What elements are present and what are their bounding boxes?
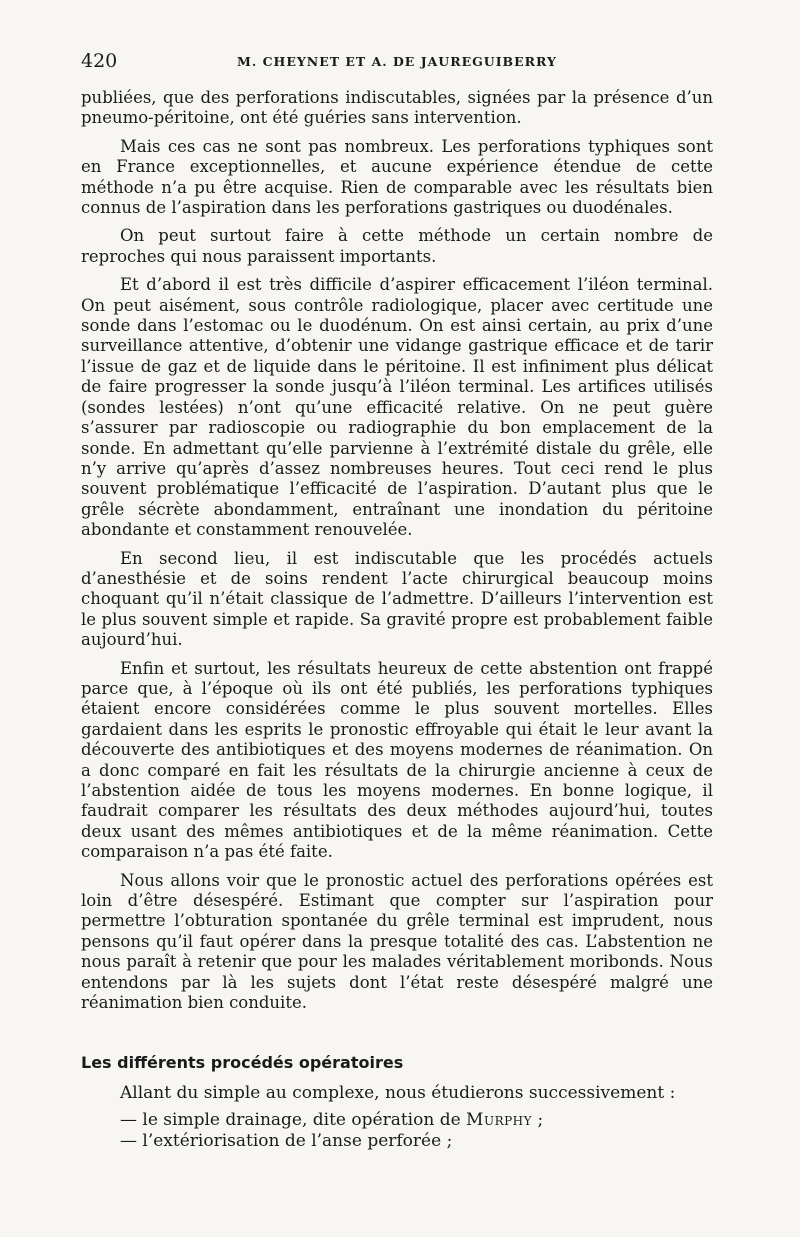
paragraph: Et d’abord il est très difficile d’aspirer efficacement l’iléon terminal. On peut aisément, sous contrôle radiologique, placer avec certitude une sonde dans l’estomac ou le duodénum. On est ainsi certain, au prix d’une surveillance attentive, d’obtenir une vidange gastrique efficace et de tarir l’issue de gaz et de liquide dans le péritoine. Il est infiniment plus délicat de faire progresser la sonde jusqu’à l’iléon terminal. Les artifices utilisés (sondes lestées) n’ont qu’une efficacité relative. On ne peut guère s’assurer par radioscopie ou radiographie du bon emplacement de la sonde. En admettant qu’elle parvienne à l’extrémité distale du grêle, elle n’y arrive qu’après d’assez nombreuses heures. Tout ceci rend le plus souvent problématique l’efficacité de l’aspiration. D’autant plus que le grêle sécrète abondamment, entraînant une inondation du péritoine abondante et constamment renouvelée. [81, 275, 713, 540]
author-name: Murphy [466, 1110, 533, 1130]
paragraph: Enfin et surtout, les résultats heureux de cette abstention ont frappé parce que, à l’époque où ils ont été publiés, les perforations typhiques étaient encore considérées comme le plus souvent mortelles. Elles gardaient dans les esprits le pronostic effroyable qui était le leur avant la découverte des antibiotiques et des moyens modernes de réanimation. On a donc comparé en fait les résultats de la chirurgie ancienne à ceux de l’abstention aidée de tous les moyens modernes. En bonne logique, il faudrait comparer les résultats des deux méthodes aujourd’hui, toutes deux usant des mêmes antibiotiques et de la même réanimation. Cette comparaison n’a pas été faite. [81, 658, 713, 862]
list-item [120, 1131, 713, 1152]
list-item-text: — l’extériorisation de l’anse perforée ; [120, 1130, 453, 1151]
section-intro: Allant du simple au complexe, nous étudierons successivement : [120, 1083, 676, 1103]
page-header [81, 50, 713, 74]
paragraph: Nous allons voir que le pronostic actuel des perforations opérées est loin d’être désespéré. Estimant que compter sur l’aspiration pour permettre l’obturation spontanée du grêle terminal est imprudent, nous pensons qu’il faut opérer dans la presque totalité des cas. L’abstention ne nous paraît à retenir que pour les malades véritablement moribonds. Nous entendons par là les sujets dont l’état reste désespéré malgré une réanimation bien conduite. [81, 870, 713, 1013]
paragraph: En second lieu, il est indiscutable que les procédés actuels d’anesthésie et de soins rendent l’acte chirurgical beaucoup moins choquant qu’il n’était classique de l’admettre. D’ailleurs l’intervention est le plus souvent simple et rapide. Sa gravité propre est probablement faible aujourd’hui. [81, 548, 713, 650]
paragraph-continuation: publiées, que des perforations indiscutables, signées par la présence d’un pneumo-péritoine, ont été guéries sans intervention. [81, 88, 713, 128]
body-text [81, 88, 713, 1021]
procedure-list [120, 1110, 713, 1151]
running-head: M. CHEYNET ET A. DE JAUREGUIBERRY [237, 54, 557, 69]
list-item [120, 1110, 713, 1131]
paragraph: On peut surtout faire à cette méthode un certain nombre de reproches qui nous paraissent importants. [81, 226, 713, 266]
page-number: 420 [81, 50, 118, 72]
list-item-suffix: ; [532, 1110, 544, 1130]
list-item-text: — le simple drainage, dite opération de [120, 1110, 467, 1130]
section-heading: Les différents procédés opératoires [81, 1053, 404, 1072]
paragraph: Mais ces cas ne sont pas nombreux. Les perforations typhiques sont en France exceptionnelles, et aucune expérience étendue de cette méthode n’a pu être acquise. Rien de comparable avec les résultats bien connus de l’aspiration dans les perforations gastriques ou duodénales. [81, 136, 713, 218]
